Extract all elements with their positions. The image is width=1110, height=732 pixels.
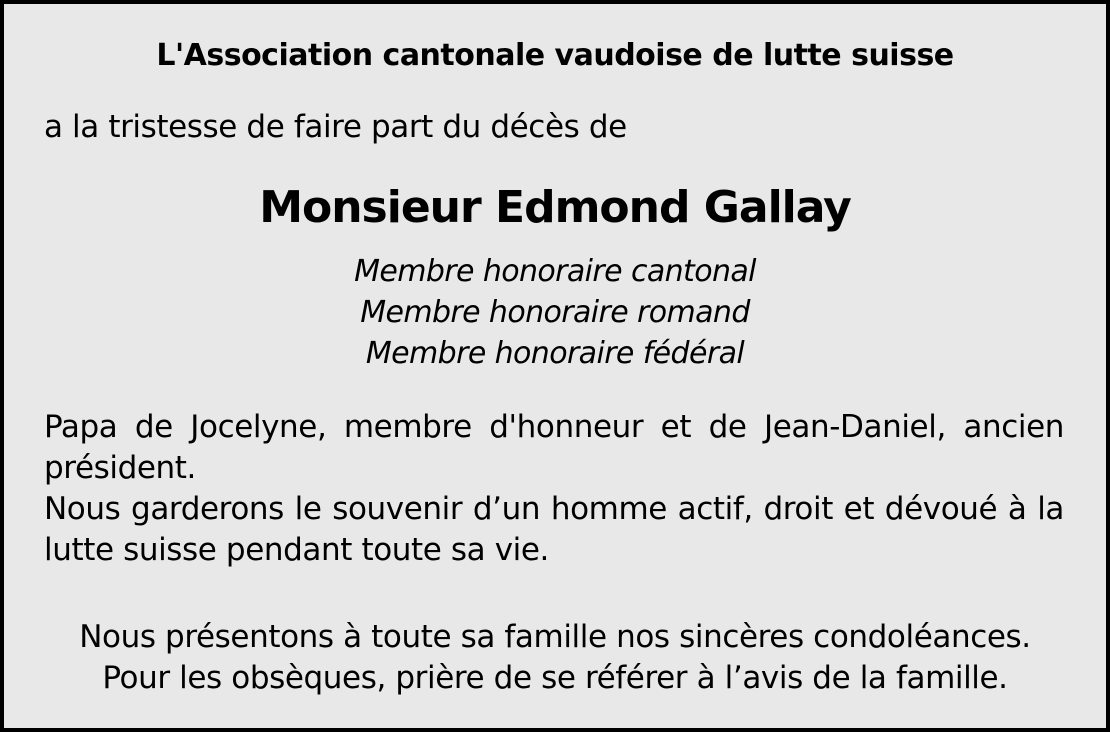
- organization-heading: L'Association cantonale vaudoise de lutte suisse: [156, 38, 954, 73]
- family-paragraph: Papa de Jocelyne, membre d'honneur et de Jean-Daniel, ancien président.: [44, 409, 1064, 486]
- honor-line: Membre honoraire fédéral: [365, 336, 745, 371]
- tribute-paragraph: Nous garderons le souvenir d’un homme actif, droit et dévoué à la lutte suisse pendant toute sa vie.: [44, 491, 1064, 568]
- condolences-line: Nous présentons à toute sa famille nos sincères condoléances.: [79, 619, 1031, 655]
- honor-line: Membre honoraire cantonal: [354, 254, 756, 289]
- funeral-info-line: Pour les obsèques, prière de se référer à l’avis de la famille.: [102, 660, 1008, 696]
- deceased-name: Monsieur Edmond Gallay: [259, 182, 851, 233]
- intro-text: a la tristesse de faire part du décès de: [44, 109, 627, 145]
- honor-line: Membre honoraire romand: [360, 295, 750, 330]
